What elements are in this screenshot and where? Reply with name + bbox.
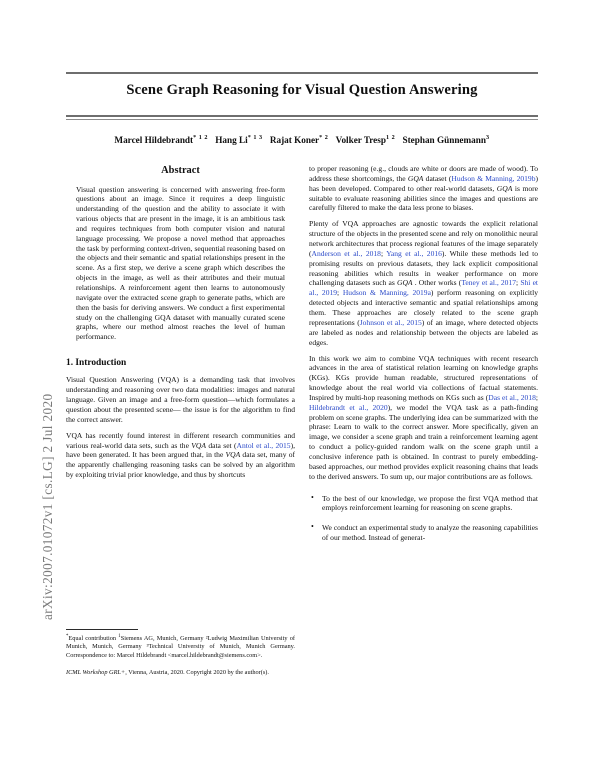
author-name: Marcel Hildebrandt xyxy=(114,135,194,146)
dataset-name-vqa: VQA xyxy=(225,450,241,460)
footnote-block xyxy=(66,629,295,677)
venue-name: ICML Workshop GRL+ xyxy=(66,669,126,677)
list-item: • We conduct an experimental study to analyze the reasoning capabilities of our method. Instead of generat- xyxy=(309,523,538,543)
arxiv-stamp-text: arXiv:2007.01072v1 [cs.LG] 2 Jul 2020 xyxy=(40,393,55,620)
rp1-seg-c: ) has been developed. Compared to other real-world datasets, xyxy=(309,173,538,193)
section-heading-introduction: 1. Introduction xyxy=(66,358,127,369)
intro-p2-seg-d: data set, many of the apparently challenging reasoning tasks can be solved by an algorithm by exploiting trivial prior knowledge, and thus by shortcuts xyxy=(66,450,295,480)
right-column xyxy=(309,164,538,552)
intro-p2-seg-b: data set ( xyxy=(205,440,237,450)
rp1-seg-d: is more suitable to evaluate reasoning abilities since the images and questions are carefully filtered to make the data less prone to biases. xyxy=(309,183,538,213)
abstract-body xyxy=(66,185,295,343)
right-paragraph-2 xyxy=(309,219,538,347)
footnote-equal-contribution: Equal contribution xyxy=(68,634,119,642)
footnote-affiliations xyxy=(66,634,295,660)
rp2-sep-2: ; xyxy=(516,278,521,288)
arxiv-stamp xyxy=(0,0,55,776)
abstract-heading: Abstract xyxy=(161,165,200,176)
rp2-seg-h: ) of an image, where detected objects are labeled as nodes and relationship between the objects are labeled as edges. xyxy=(309,317,538,347)
author-name: Stephan Günnemann xyxy=(402,135,486,146)
intro-paragraph-1 xyxy=(66,375,295,424)
citation-link[interactable]: Hudson & Manning, 2019b xyxy=(451,173,536,183)
title-rule-top xyxy=(66,72,538,74)
rp2-seg-d: . Other works ( xyxy=(412,278,462,288)
citation-link[interactable]: Das et al., 2018 xyxy=(488,392,536,402)
page-title: Scene Graph Reasoning for Visual Question Answering xyxy=(126,82,478,98)
rp1-seg-a: to proper reasoning (e.g., clouds are white or doors are made of wood). To address these shortcomings, the xyxy=(309,164,538,183)
author-name: Volker Tresp xyxy=(335,135,386,146)
dataset-name-gqa: GQA xyxy=(496,183,513,193)
abstract-text: Visual question answering is concerned with answering free-form questions about an image. Since it requires a deep linguistic understanding of the question and the ability to associate it with various objects that are present in the image, it is an ambitious task and requires techniques from both computer vision and natural language processing. We propose a novel method that approaches the task by performing context-driven, sequential reasoning based on the objects and their semantic and spatial relationships present in the scene. As a first step, we derive a scene graph which describes the objects in the image, as well as their attributes and their mutual relationships. A reinforcement agent then learns to autonomously navigate over the extracted scene graph to generate paths, which are then the basis for deriving answers. We conduct a first experimental study on the challenging GQA dataset with manually curated scene graphs, where our method almost reaches the level of human performance. xyxy=(76,184,285,342)
author-name: Hang Li xyxy=(215,135,248,146)
dataset-name-vqa: VQA xyxy=(191,440,206,450)
author-entry xyxy=(215,135,262,145)
footnote-affiliation-text: Siemens AG, Munich, Germany ²Ludwig Maximilian University of Munich, Munich, Germany ³Technical University of Munich, Munich Germany. Correspondence to: Marcel Hildebrandt <marcel.hildebrandt@siemens.com>. xyxy=(66,634,295,659)
right-paragraph-1 xyxy=(309,164,538,213)
citation-link[interactable]: Johnson et al., 2015 xyxy=(359,317,422,327)
title-rule-bottom-thin xyxy=(66,119,538,120)
author-affiliation-marker: * 1 3 xyxy=(247,134,263,141)
author-list xyxy=(66,134,538,145)
title-rule-bottom xyxy=(66,115,538,117)
list-item: • To the best of our knowledge, we propose the first VQA method that employs reinforcement learning for reasoning on scene graphs. xyxy=(309,494,538,514)
author-entry xyxy=(402,135,489,145)
intro-p2-seg-c: ), have been generated. It has been argued that, in the xyxy=(66,440,295,460)
citation-link[interactable]: Anderson et al., 2018 xyxy=(311,248,381,258)
citation-link[interactable]: Hildebrandt et al., 2020 xyxy=(309,402,388,412)
footnote-asterisk: * xyxy=(66,633,69,639)
author-entry xyxy=(336,135,396,145)
author-affiliation-marker: 1 2 xyxy=(385,134,396,141)
rp3-seg-c: ), we model the VQA task as a path-finding problem on scene graphs. The underlying idea can be summarized with the phrase: Learn to walk to the correct answer. More specifically, given an image, we consider a scene graph and train a reinforcement learning agent to conduct a policy-guided random walk on the scene graph until a conclusive inference path is obtained. In contrast to purely embedding-based approaches, our method provides explicit reasoning chains that leads to the derived answers. To sum up, our major contributions are as follows. xyxy=(309,402,539,481)
venue-copyright: , Vienna, Austria, 2020. Copyright 2020 by the author(s). xyxy=(125,669,269,677)
citation-link[interactable]: Teney et al., 2017 xyxy=(461,278,517,288)
dataset-name-gqa: GQA xyxy=(407,173,424,183)
paper-page xyxy=(52,0,600,776)
footnote-marker-1: 1 xyxy=(118,633,121,639)
footnote-venue xyxy=(66,669,295,677)
left-column xyxy=(66,164,295,486)
citation-link[interactable]: Yang et al., 2016 xyxy=(386,248,442,258)
intro-p2-seg-a: VQA has recently found interest in different research communities and various real-world data sets, such as the xyxy=(66,430,295,450)
author-entry xyxy=(270,135,328,145)
rp3-seg-a: In this work we aim to combine VQA techniques with recent research advances in the area of statistical relation learning on knowledge graphs (KGs). KGs provide human readable, structured representations of knowledge about the real world via collections of factual statements. Inspired by multi-hop reasoning methods on KGs such as ( xyxy=(309,353,538,402)
contributions-list xyxy=(309,494,538,543)
rp2-seg-c: ). While these methods led to promising results on previous datasets, they lack explicit compositional reasoning abilities which results in weaker performance on more challenging datasets such as xyxy=(309,248,538,288)
rp2-sep-3: ; xyxy=(337,288,343,298)
author-name: Rajat Koner xyxy=(269,135,320,146)
citation-link[interactable]: Hudson & Manning, 2019a xyxy=(342,288,431,298)
rp2-sep-1: ; xyxy=(380,248,387,258)
rp2-seg-a: Plenty of VQA approaches are agnostic towards the explicit relational structure of the objects in the presented scene and rely on monolithic neural network architectures that process regional features of the image separately ( xyxy=(309,219,538,258)
footnote-rule xyxy=(66,629,138,630)
author-entry xyxy=(114,135,208,145)
rp2-seg-g: ) perform reasoning on explicitly detected objects and interactive semantic and spatial relationships among them. These approaches are closely related to the scene graph representations ( xyxy=(309,288,538,327)
author-affiliation-marker: * 1 2 xyxy=(193,134,208,141)
author-affiliation-marker: 3 xyxy=(485,134,490,141)
right-paragraph-3 xyxy=(309,354,538,482)
author-affiliation-marker: * 2 xyxy=(319,134,329,141)
intro-p1-text: Visual Question Answering (VQA) is a demanding task that involves understanding and reasoning over two data modalities: images and natural language. Given an image and a free-form question—which formulates a question about the presented scene— the issue is for the algorithm to find the correct answer. xyxy=(66,375,295,424)
citation-link[interactable]: Shi et al., 2019 xyxy=(309,278,539,298)
dataset-name-gqa: GQA xyxy=(397,278,413,288)
rp1-seg-b: dataset ( xyxy=(423,173,452,183)
intro-paragraph-2 xyxy=(66,431,295,480)
citation-link[interactable]: Antol et al., 2015 xyxy=(236,440,291,450)
rp3-sep-1: ; xyxy=(535,392,538,402)
